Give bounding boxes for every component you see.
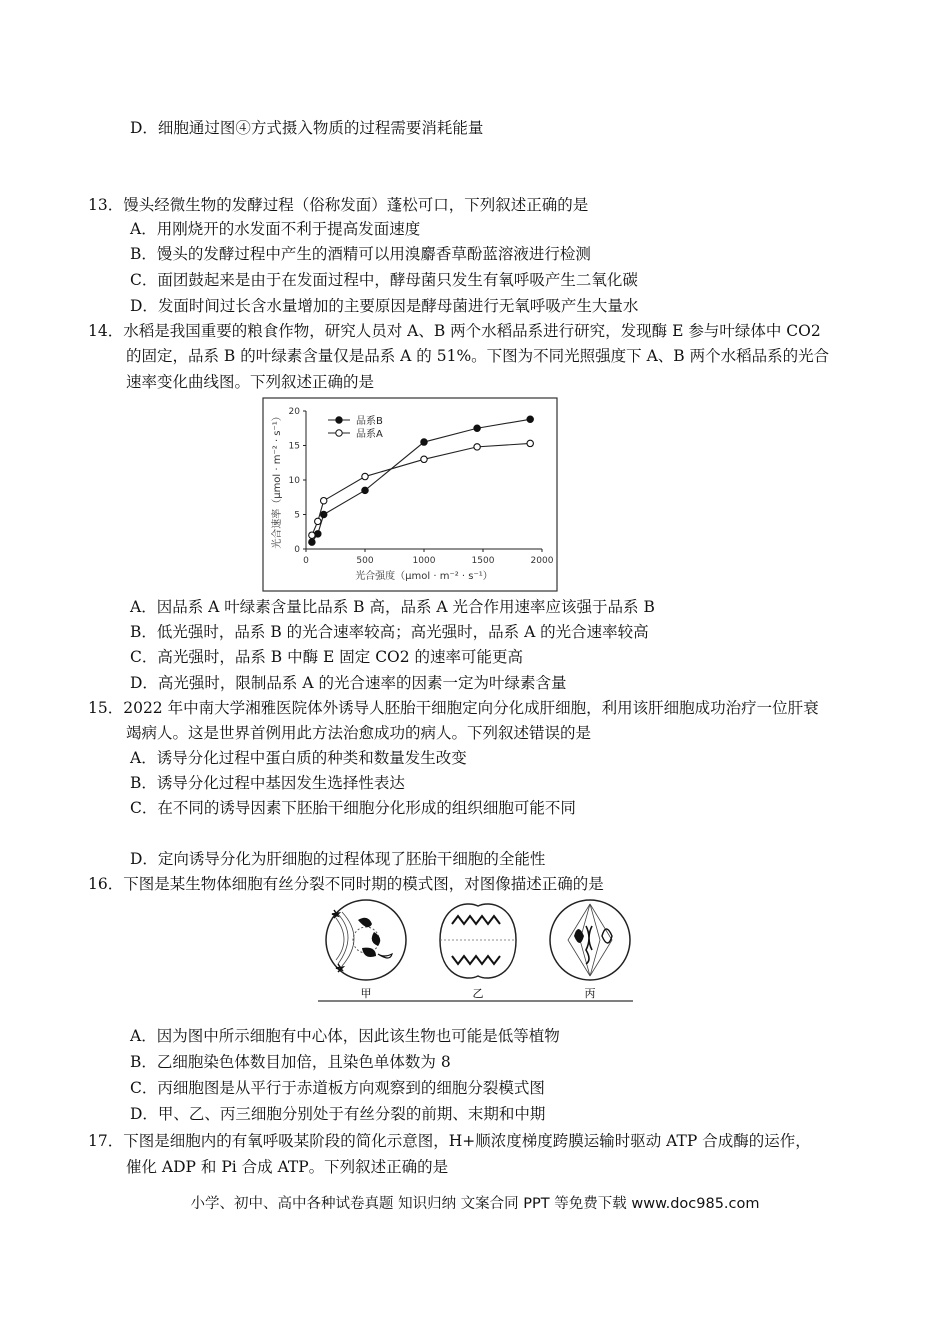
- y-tick-label: 20: [288, 407, 300, 417]
- q14-stem-line3: 速率变化曲线图。下列叙述正确的是: [126, 373, 375, 391]
- cell-jia: [326, 900, 406, 980]
- data-point-b: [421, 439, 427, 445]
- data-point-a: [421, 456, 427, 462]
- photosynthesis-chart: [262, 397, 558, 592]
- data-point-b: [474, 425, 480, 431]
- legend-label: 品系B: [356, 416, 383, 427]
- data-point-a: [527, 440, 533, 446]
- q14-stem-line1: 14．水稻是我国重要的粮食作物，研究人员对 A、B 两个水稻品系进行研究，发现酶 E 参与叶绿体中 CO2: [88, 322, 821, 340]
- y-tick-label: 5: [294, 510, 300, 521]
- q16-option-c: C．丙细胞图是从平行于赤道板方向观察到的细胞分裂模式图: [130, 1079, 545, 1097]
- data-point-a: [474, 444, 480, 450]
- x-tick-label: 0: [303, 556, 309, 566]
- q15-stem-line2: 竭病人。这是世界首例用此方法治愈成功的病人。下列叙述错误的是: [126, 724, 592, 742]
- cell-bing: [550, 900, 630, 980]
- legend-marker: [336, 417, 342, 423]
- q15-option-c: C．在不同的诱导因素下胚胎干细胞分化形成的组织细胞可能不同: [130, 799, 576, 817]
- q13-option-b: B．馒头的发酵过程中产生的酒精可以用溴麝香草酚蓝溶液进行检测: [130, 245, 591, 263]
- q13-stem: 13．馒头经微生物的发酵过程（俗称发面）蓬松可口，下列叙述正确的是: [88, 196, 589, 214]
- data-point-b: [309, 539, 315, 545]
- x-axis-label: 光合强度（μmol · m⁻² · s⁻¹）: [355, 571, 493, 582]
- q16-option-b: B．乙细胞染色体数目加倍，且染色单体数为 8: [130, 1053, 451, 1071]
- label-jia: 甲: [360, 987, 372, 1000]
- q17-stem-line1: 17．下图是细胞内的有氧呼吸某阶段的简化示意图，H+顺浓度梯度跨膜运输时驱动 ATP 合成酶的运作，: [88, 1132, 811, 1150]
- page-footer: 小学、初中、高中各种试卷真题 知识归纳 文案合同 PPT 等免费下载 www.doc985.com: [190, 1196, 760, 1212]
- q14-option-d: D．高光强时，限制品系 A 的光合速率的因素一定为叶绿素含量: [130, 674, 567, 692]
- q16-option-a: A．因为图中所示细胞有中心体，因此该生物也可能是低等植物: [130, 1027, 560, 1045]
- data-point-b: [315, 531, 321, 537]
- data-point-a: [362, 473, 368, 479]
- q16-stem: 16．下图是某生物体细胞有丝分裂不同时期的模式图，对图像描述正确的是: [88, 875, 604, 893]
- x-tick-label: 500: [356, 556, 374, 566]
- q13-option-c: C．面团鼓起来是由于在发面过程中，酵母菌只发生有氧呼吸产生二氧化碳: [130, 271, 638, 289]
- label-yi: 乙: [472, 987, 484, 1000]
- x-tick-label: 2000: [530, 556, 554, 566]
- centriole-icon: [336, 964, 343, 972]
- y-axis-label: 光合速率（μmol · m⁻² · s⁻¹）: [272, 411, 283, 549]
- label-bing: 丙: [584, 987, 596, 1000]
- q17-stem-line2: 催化 ADP 和 Pi 合成 ATP。下列叙述正确的是: [126, 1158, 449, 1176]
- q15-option-a: A．诱导分化过程中蛋白质的种类和数量发生改变: [130, 749, 467, 767]
- mitosis-figure: [318, 896, 633, 1004]
- q15-option-b: B．诱导分化过程中基因发生选择性表达: [130, 774, 405, 792]
- q12-option-d: D．细胞通过图④方式摄入物质的过程需要消耗能量: [130, 119, 484, 137]
- data-point-b: [321, 511, 327, 517]
- q14-stem-line2: 的固定，品系 B 的叶绿素含量仅是品系 A 的 51%。下图为不同光照强度下 A、B 两个水稻品系的光合: [126, 347, 830, 365]
- cell-yi: [440, 904, 516, 978]
- data-point-a: [315, 518, 321, 524]
- q13-option-a: A．用刚烧开的水发面不利于提高发面速度: [130, 220, 421, 238]
- q14-option-a: A．因品系 A 叶绿素含量比品系 B 高，品系 A 光合作用速率应该强于品系 B: [130, 598, 655, 616]
- legend-label: 品系A: [356, 429, 383, 440]
- q14-option-b: B．低光强时，品系 B 的光合速率较高；高光强时，品系 A 的光合速率较高: [130, 623, 649, 641]
- x-tick-label: 1500: [471, 556, 495, 566]
- data-point-a: [321, 498, 327, 504]
- q16-option-d: D．甲、乙、丙三细胞分别处于有丝分裂的前期、末期和中期: [130, 1105, 546, 1123]
- legend-marker: [336, 430, 342, 436]
- y-tick-label: 0: [294, 545, 300, 555]
- data-point-b: [527, 416, 533, 422]
- data-point-a: [309, 532, 315, 538]
- x-tick-label: 1000: [412, 556, 436, 566]
- y-tick-label: 10: [288, 476, 300, 486]
- q14-option-c: C．高光强时，品系 B 中酶 E 固定 CO2 的速率可能更高: [130, 648, 524, 666]
- y-tick-label: 15: [288, 441, 300, 452]
- q15-stem-line1: 15．2022 年中南大学湘雅医院体外诱导人胚胎干细胞定向分化成肝细胞，利用该肝细胞成功治疗一位肝衰: [88, 699, 819, 717]
- q15-option-d: D．定向诱导分化为肝细胞的过程体现了胚胎干细胞的全能性: [130, 850, 546, 868]
- q13-option-d: D．发面时间过长含水量增加的主要原因是酵母菌进行无氧呼吸产生大量水: [130, 297, 639, 315]
- data-point-b: [362, 487, 368, 493]
